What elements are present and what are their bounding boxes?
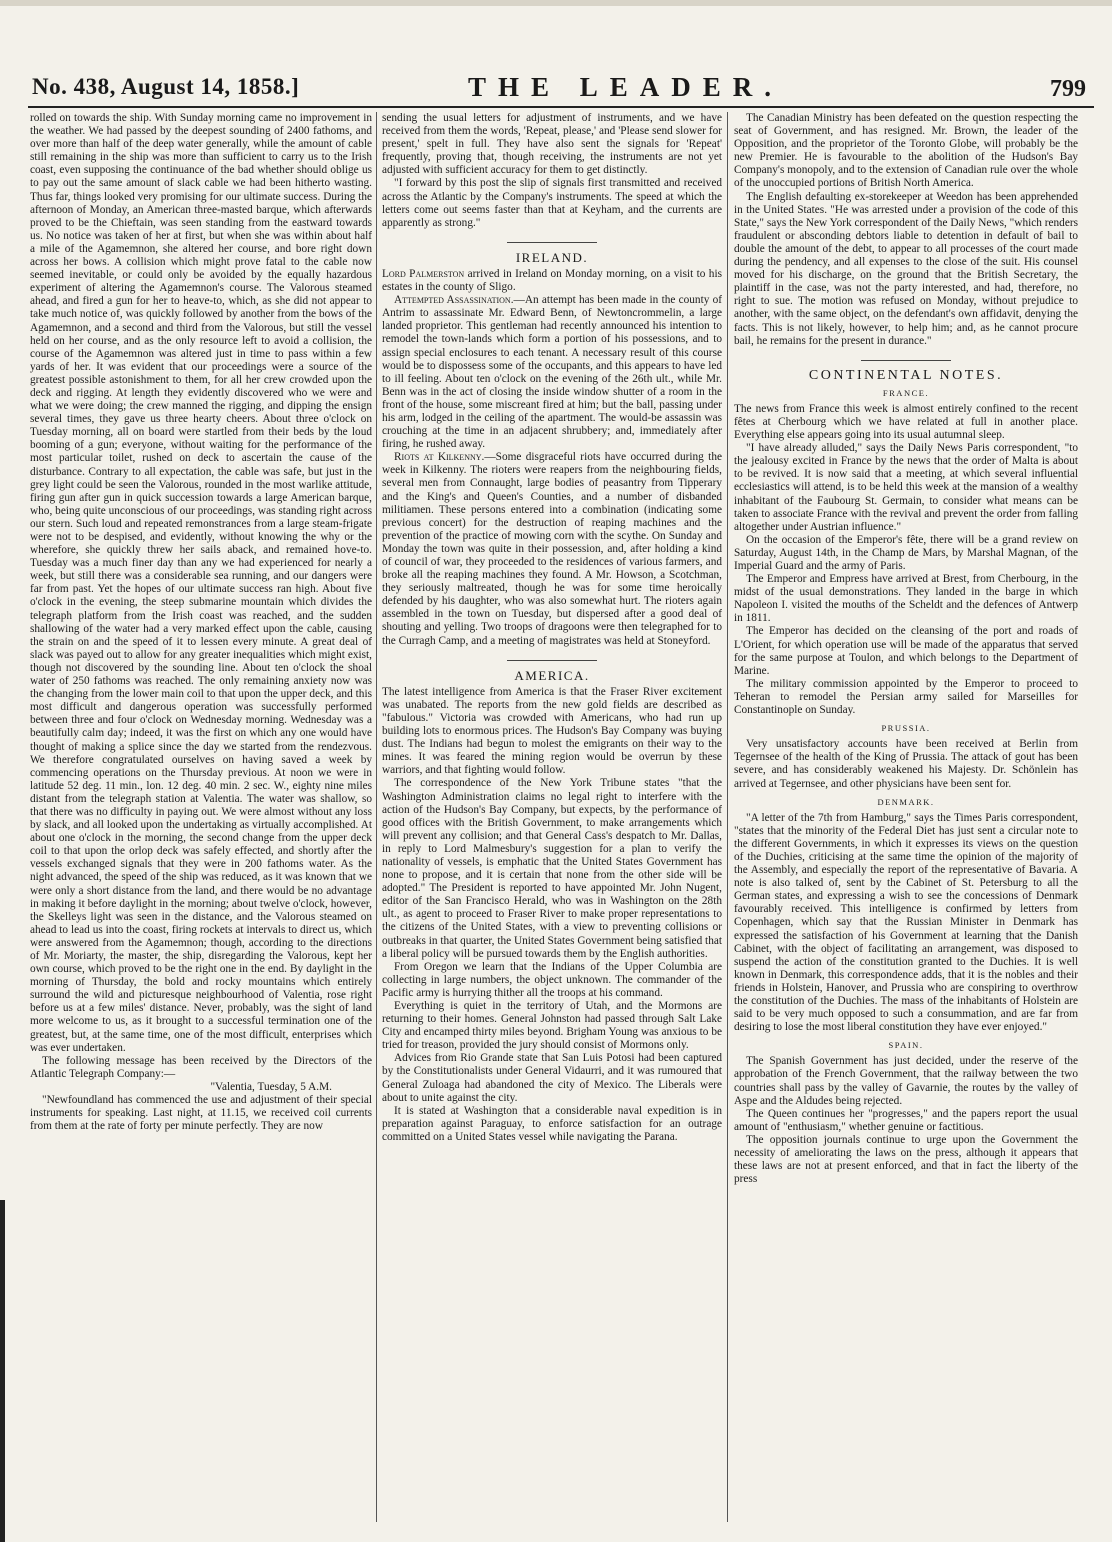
- section-heading-america: AMERICA.: [514, 667, 590, 683]
- article-paragraph: The Canadian Ministry has been defeated on the question respecting the seat of Government, and has resigned. Mr. Brown, the leader of the Opposition, and the proprietor of the Toronto Globe, will probably be the new Premier. He is favourable to the abolition of the Hudson's Bay Company's monopoly, and to the extension of Canadian rule over the whole of the unoccupied portions of British North America.: [734, 112, 1078, 190]
- article-paragraph: Everything is quiet in the territory of Utah, and the Mormons are returning to their homes. General Johnston had passed through Salt Lake City and encamped thirty miles beyond. Brigham Young was anxious to be tried for treason, provided the jury should consist of Mormons only.: [382, 1000, 722, 1052]
- article-paragraph: "I have already alluded," says the Daily News Paris correspondent, "to the jealousy excited in France by the news that the order of Malta is about to be revived. It is now said that a meeting, at which several influential ecclesiastics will attend, is to be held this week at the mansion of a wealthy inhabitant of the Faubourg St. Germain, to consider what means can be taken to associate France with the revival and prevent the order from falling altogether under Austrian influence.": [734, 442, 1078, 533]
- paragraph-text: arrived in Ireland on Monday morning, on a visit to his estates in the county of Sligo.: [382, 267, 722, 294]
- subheading-france: FRANCE.: [882, 387, 930, 398]
- article-paragraph: Advices from Rio Grande state that San Luis Potosi had been captured by the Constitutionalists under General Vidaurri, and it was rumoured that General Zuloaga had abandoned the city of Mexico. The Liberals were about to unite against the city.: [382, 1052, 722, 1104]
- paragraph-text: —Some disgraceful riots have occurred during the week in Kilkenny. The rioters were reapers from the neighbouring fields, several men from Connaught, large bodies of peasantry from Tipperary and the King's and Queen's Counties, and a number of disbanded militiamen. These persons entered into a combination (indicating some previous concert) for the destruction of reaping machines and the prevention of the practice of mowing corn with the scythe. On Sunday and Monday the town was quite in their possession, and, after holding a kind of council of war, they proceeded to the residences of various farmers, and broke all the reaping machines they found. A Mr. Howson, a Scotchman, they seriously maltreated, though he was for some time heroically defended by his daughter, who was also somewhat hurt. The rioters again assembled in the town on Tuesday, but dispersed after a good deal of shouting and yelling. Two troops of dragoons were then telegraphed for to the Curragh Camp, and a meeting of magistrates was held at Stoneyford.: [382, 451, 722, 647]
- lead-caps: Attempted Assassination.: [394, 294, 514, 307]
- article-paragraph: The English defaulting ex-storekeeper at Weedon has been apprehended in the United States. "He was arrested under a provision of the code of this State," says the New York correspondent of the Daily News, "which renders fraudulent or absconding debtors liable to detention in default of bail to double the amount of the debt, to appear to all processes of the court made during the pendency, and all expenses to the close of the suit. His counsel moved for his discharge, on the ground that the British Secretary, the plaintiff in the case, was not the party interested, and had, therefore, no right to sue. The motion was refused on Monday, without prejudice to another, with the same object, on the defendant's own affidavit, denying the facts. This is not likely, however, to help him; and, as he cannot procure bail, he remains for the present in durance.": [734, 190, 1078, 347]
- article-paragraph: The Emperor and Empress have arrived at Brest, from Cherbourg, in the midst of the usual demonstrations. They landed in the barge in which Napoleon I. visited the mouths of the Scheldt and the defences of Antwerp in 1811.: [734, 573, 1078, 625]
- masthead: [28, 66, 1094, 108]
- paper-title: THE LEADER.: [468, 72, 784, 102]
- article-paragraph: [382, 294, 722, 451]
- section-separator: [507, 242, 597, 243]
- article-paragraph: [382, 451, 722, 647]
- subheading-denmark: DENMARK.: [877, 796, 935, 807]
- article-paragraph: On the occasion of the Emperor's fête, there will be a grand review on Saturday, August 14th, in the Champ de Mars, by Marshal Magnan, of the Imperial Guard and the army of Paris.: [734, 533, 1078, 572]
- article-paragraph: The following message has been received by the Directors of the Atlantic Telegraph Company:—: [30, 1054, 372, 1080]
- page-number: 799: [1050, 76, 1086, 102]
- article-paragraph: sending the usual letters for adjustment of instruments, and we have received from them the words, 'Repeat, please,' and 'Please send slower for present,' spelt in full. They have also sent the signals for 'Repeat' frequently, proving that, though receiving, the instruments are not yet adjusted with sufficient accuracy for them to get distinctly.: [382, 112, 722, 177]
- binding-edge: [0, 1200, 5, 1542]
- section-heading-continental: CONTINENTAL NOTES.: [808, 367, 1004, 383]
- page-top-edge: [0, 0, 1112, 6]
- article-paragraph: The Queen continues her "progresses," and the papers report the usual amount of "enthusiasm," whether genuine or factitious.: [734, 1107, 1078, 1133]
- subheading-prussia: PRUSSIA.: [881, 723, 931, 734]
- column-2: [382, 112, 722, 1522]
- article-paragraph: The news from France this week is almost entirely confined to the recent fêtes at Cherbourg which we have related at full in another place. Everything else appears going into its usual autumnal sleep.: [734, 402, 1078, 442]
- article-paragraph: [382, 268, 722, 294]
- section-heading-ireland: IRELAND.: [515, 249, 589, 265]
- column-rule: [376, 112, 377, 1522]
- article-paragraph: rolled on towards the ship. With Sunday morning came no improvement in the weather. We had passed by the deepest sounding of 2400 fathoms, and over more than half of the deep water generally, while the amount of cable still remaining in the ship was more than sufficient to carry us to the Irish coast, even supposing the continuance of the bad whether should oblige us to pay out the same amount of slack cable we had been hitherto wasting. Thus far, things looked very promising for our ultimate success. During the afternoon of Monday, an American three-masted barque, which afterwards proved to be the Chieftain, was seen standing from the eastward towards us. No notice was taken of her at first, but when she was within about half a mile of the Agamemnon, she altered her course, and bore right down across her bows. A collision which might prove fatal to the cable now seemed inevitable, or could only be avoided by the equally hazardous experiment of altering the Agamemnon's course. The Valorous steamed ahead, and fired a gun for her to heave-to, which, as she did not appear to take much notice of, was quickly followed by another from the bows of the Agamemnon, and a second and third from the Valorous, but still the vessel held on her course, and as the only resource left to avoid a collision, the course of the Agamemnon was altered just in time to pass within a few yards of her. It was evident that our proceedings were a source of the greatest possible astonishment to them, for all her crew crowded upon the deck and rigging. At length they evidently discovered who we were and what we were doing; the crew manned the rigging, and dipping the ensign several times, they gave us three hearty cheers. About three o'clock on Tuesday morning, all on board were startled from their beds by the loud booming of a gun; everyone, without waiting for the performance of the most particular toilet, rushed on deck to ascertain the cause of the disturbance. Contrary to all expectation, the cable was safe, but just in the grey light could be seen the Valorous, rounded in the most warlike attitude, firing gun after gun in quick succession towards a large American barque, who, being quite unconscious of our proceedings, was standing right across our stern. Such loud and repeated remonstrances from a large steam-frigate were not to be despised, and evidently, without knowing the why or the wherefore, she quickly threw her sails aback, and remained hove-to. Tuesday was a much finer day than any we had experienced for nearly a week, but still there was a considerable sea running, and our dangers were far from past. Yet the hopes of our ultimate success ran high. About five o'clock in the evening, the steep submarine mountain which divides the telegraph platform from the Irish coast was reached, and the sudden shallowing of the water had a very marked effect upon the cable, causing the strain on and the speed of it to lessen every minute. A great deal of slack was payed out to allow for any greater inequalities which might exist, though not discovered by the sounding line. About ten o'clock the shoal water of 250 fathoms was reached. The only remaining anxiety now was the changing from the lower main coil to that upon the upper deck, and this most difficult and dangerous operation was successfully performed between three and four o'clock on Wednesday morning. Wednesday was a beautifully calm day; indeed, it was the first on which any one would have thought of making a splice since the day we started from the rendezvous. We therefore congratulated ourselves on having saved a week by commencing operations on the Thursday previous. At noon we were in latitude 52 deg. 11 min., lon. 12 deg. 40 min. 2 sec. W., eighty nine miles distant from the telegraph station at Valentia. The water was shallow, so that there was no difficulty in paying out. We were almost without any loss by slack, and all looked upon the undertaking as virtually accomplished. At about one o'clock in the morning, the second change from the upper deck coil to that upon the orlop deck was safely effected, and shortly after the vessels exchanged signals that they were in 200 fathoms water. As the night advanced, the speed of the ship was reduced, as it was known that we were only a short distance from the land, and there would be no advantage in making it before daylight in the morning; about twelve o'clock, however, the Skelleys light was seen in the distance, and the Valorous steamed on ahead to lead us into the coast, firing rockets at intervals to direct us, which were answered from the Agamemnon; though, according to the directions of Mr. Moriarty, the master, the ship, disregarding the Valorous, kept her own course, which proved to be the right one in the end. By daylight in the morning of Thursday, the bold and rocky mountains which entirely surround the wild and picturesque neighbourhood of Valentia, rose right before us at a few miles' distance. Never, probably, was the sight of land more welcome to us, as it brought to a successful termination one of the greatest, but, at the same time, one of the most difficult, enterprises which was ever undertaken.: [30, 112, 372, 1054]
- article-paragraph: "A letter of the 7th from Hamburg," says the Times Paris correspondent, "states that the minority of the Federal Diet has just sent a circular note to the different Governments, in which it expresses its views on the question of the Duchies, criticising at the same time the opinion of the majority of the Assembly, and especially the report of the representative of Bavaria. A note is also talked of, sent by the Cabinet of St. Petersburg to all the German states, and expressing a wish to see the concessions of Denmark favourably received. This intelligence is confirmed by letters from Copenhagen, which say that the Russian Minister in Denmark has expressed the satisfaction of his Government at learning that the Danish Cabinet, with the object of facilitating an arrangement, was disposed to suspend the action of the constitution granted to the Duchies. It is well known in Denmark, this correspondence adds, that it is the nobles and their friends in Holstein, Hanover, and Prussia who are conspiring to overthrow the constitution of the Duchies. The mass of the inhabitants of Holstein are said to be very much opposed to such a consummation, and are far from desiring to lose the most liberal constitution they have ever enjoyed.": [734, 811, 1078, 1034]
- dateline: "Valentia, Tuesday, 5 A.M.: [210, 1080, 332, 1093]
- article-paragraph: The military commission appointed by the Emperor to proceed to Teheran to remodel the Persian army sailed for Marseilles for Constantinople on Sunday.: [734, 677, 1078, 717]
- section-separator: [861, 360, 951, 361]
- article-paragraph: Very unsatisfactory accounts have been received at Berlin from Tegernsee of the health of the King of Prussia. The attack of gout has been severe, and has considerably weakened his Majesty. Dr. Schönlein has arrived at Tegernsee, and other physicians have been sent for.: [734, 738, 1078, 790]
- article-paragraph: "I forward by this post the slip of signals first transmitted and received across the Atlantic by the Company's instruments. The speed at which the letters come out seems faster than that at Keyham, and the currents are apparently as strong.": [382, 177, 722, 229]
- column-rule: [727, 112, 728, 1522]
- column-3: [734, 112, 1078, 1522]
- article-paragraph: The opposition journals continue to urge upon the Government the necessity of ameliorating the laws on the press, although it appears that these laws are not at present enforced, and that in fact the liberty of the press: [734, 1133, 1078, 1186]
- lead-caps: Riots at Kilkenny.: [394, 451, 485, 464]
- article-paragraph: The latest intelligence from America is that the Fraser River excitement was unabated. The reports from the new gold fields are described as "fabulous." Victoria was crowded with Americans, who had run up building lots to enormous prices. The Hudson's Bay Company was buying dust. The Indians had begun to molest the emigrants on their way to the mines. It was feared the mining region would be overrun by these warriors, and that fighting would follow.: [382, 685, 722, 777]
- column-1: [30, 112, 372, 1522]
- article-paragraph: It is stated at Washington that a considerable naval expedition is in preparation against Paraguay, to enforce satisfaction for an outrage committed on a United States vessel while navigating the Parana.: [382, 1104, 722, 1143]
- article-paragraph: The correspondence of the New York Tribune states "that the Washington Administration claims no legal right to interfere with the action of the Hudson's Bay Company, but expects, by the performance of good offices with the British Government, to make arrangements which will prevent any collision; and that General Cass's despatch to Mr. Dallas, in reply to Lord Malmesbury's suggestion for a plan to verify the nationality of vessels, is emphatic that the United States Government has none to propose, and it is certain that none from the other side will be adopted." The President is reported to have appointed Mr. John Nugent, editor of the San Francisco Herald, who was in Washington on the 28th ult., as agent to proceed to Fraser River to make proper representations to the citizens of the United States, with a view to preventing collisions or outbreaks in that quarter, the United States Government being satisfied that a liberal policy will be pursued towards them by the English authorities.: [382, 777, 722, 960]
- article-paragraph: The Emperor has decided on the cleansing of the port and roads of L'Orient, for which operation use will be made of the apparatus that served for the same purpose at Toulon, and which belongs to the Department of Marine.: [734, 625, 1078, 677]
- lead-caps: Lord Palmerston: [382, 267, 465, 280]
- paragraph-text: —An attempt has been made in the county of Antrim to assassinate Mr. Edward Benn, of Newtoncrommelin, a large landed proprietor. This gentleman had recently announced his intention to remodel the town-lands which form a portion of his possessions, and to assign special enclosures to each tenant. A necessary result of this course would be to dispossess some of the occupants, and this appears to have led to ill feeling. About ten o'clock on the evening of the 26th ult., while Mr. Benn was in the act of closing the inside window shutter of a room in the front of the house, some miscreant fired at him; but the ball, passing under his arm, lodged in the ceiling of the apartment. The would-be assassin was crouching at the time in an adjacent shrubbery; and, immediately after firing, he rushed away.: [382, 294, 722, 451]
- issue-date: No. 438, August 14, 1858.]: [32, 74, 300, 99]
- section-separator: [507, 660, 597, 661]
- article-paragraph: The Spanish Government has just decided, under the reserve of the approbation of the French Government, that the railway between the two countries shall pass by the valley of Gavarnie, the routes by the valley of Aspe and the Aldudes being rejected.: [734, 1055, 1078, 1107]
- subheading-spain: SPAIN.: [888, 1040, 924, 1051]
- article-paragraph: From Oregon we learn that the Indians of the Upper Columbia are collecting in large numbers, the object unknown. The commander of the Pacific army is hurrying thither all the troops at his command.: [382, 960, 722, 999]
- article-paragraph: "Newfoundland has commenced the use and adjustment of their special instruments for speaking. Last night, at 11.15, we received coil currents from them at the rate of forty per minute perfectly. They are now: [30, 1094, 372, 1133]
